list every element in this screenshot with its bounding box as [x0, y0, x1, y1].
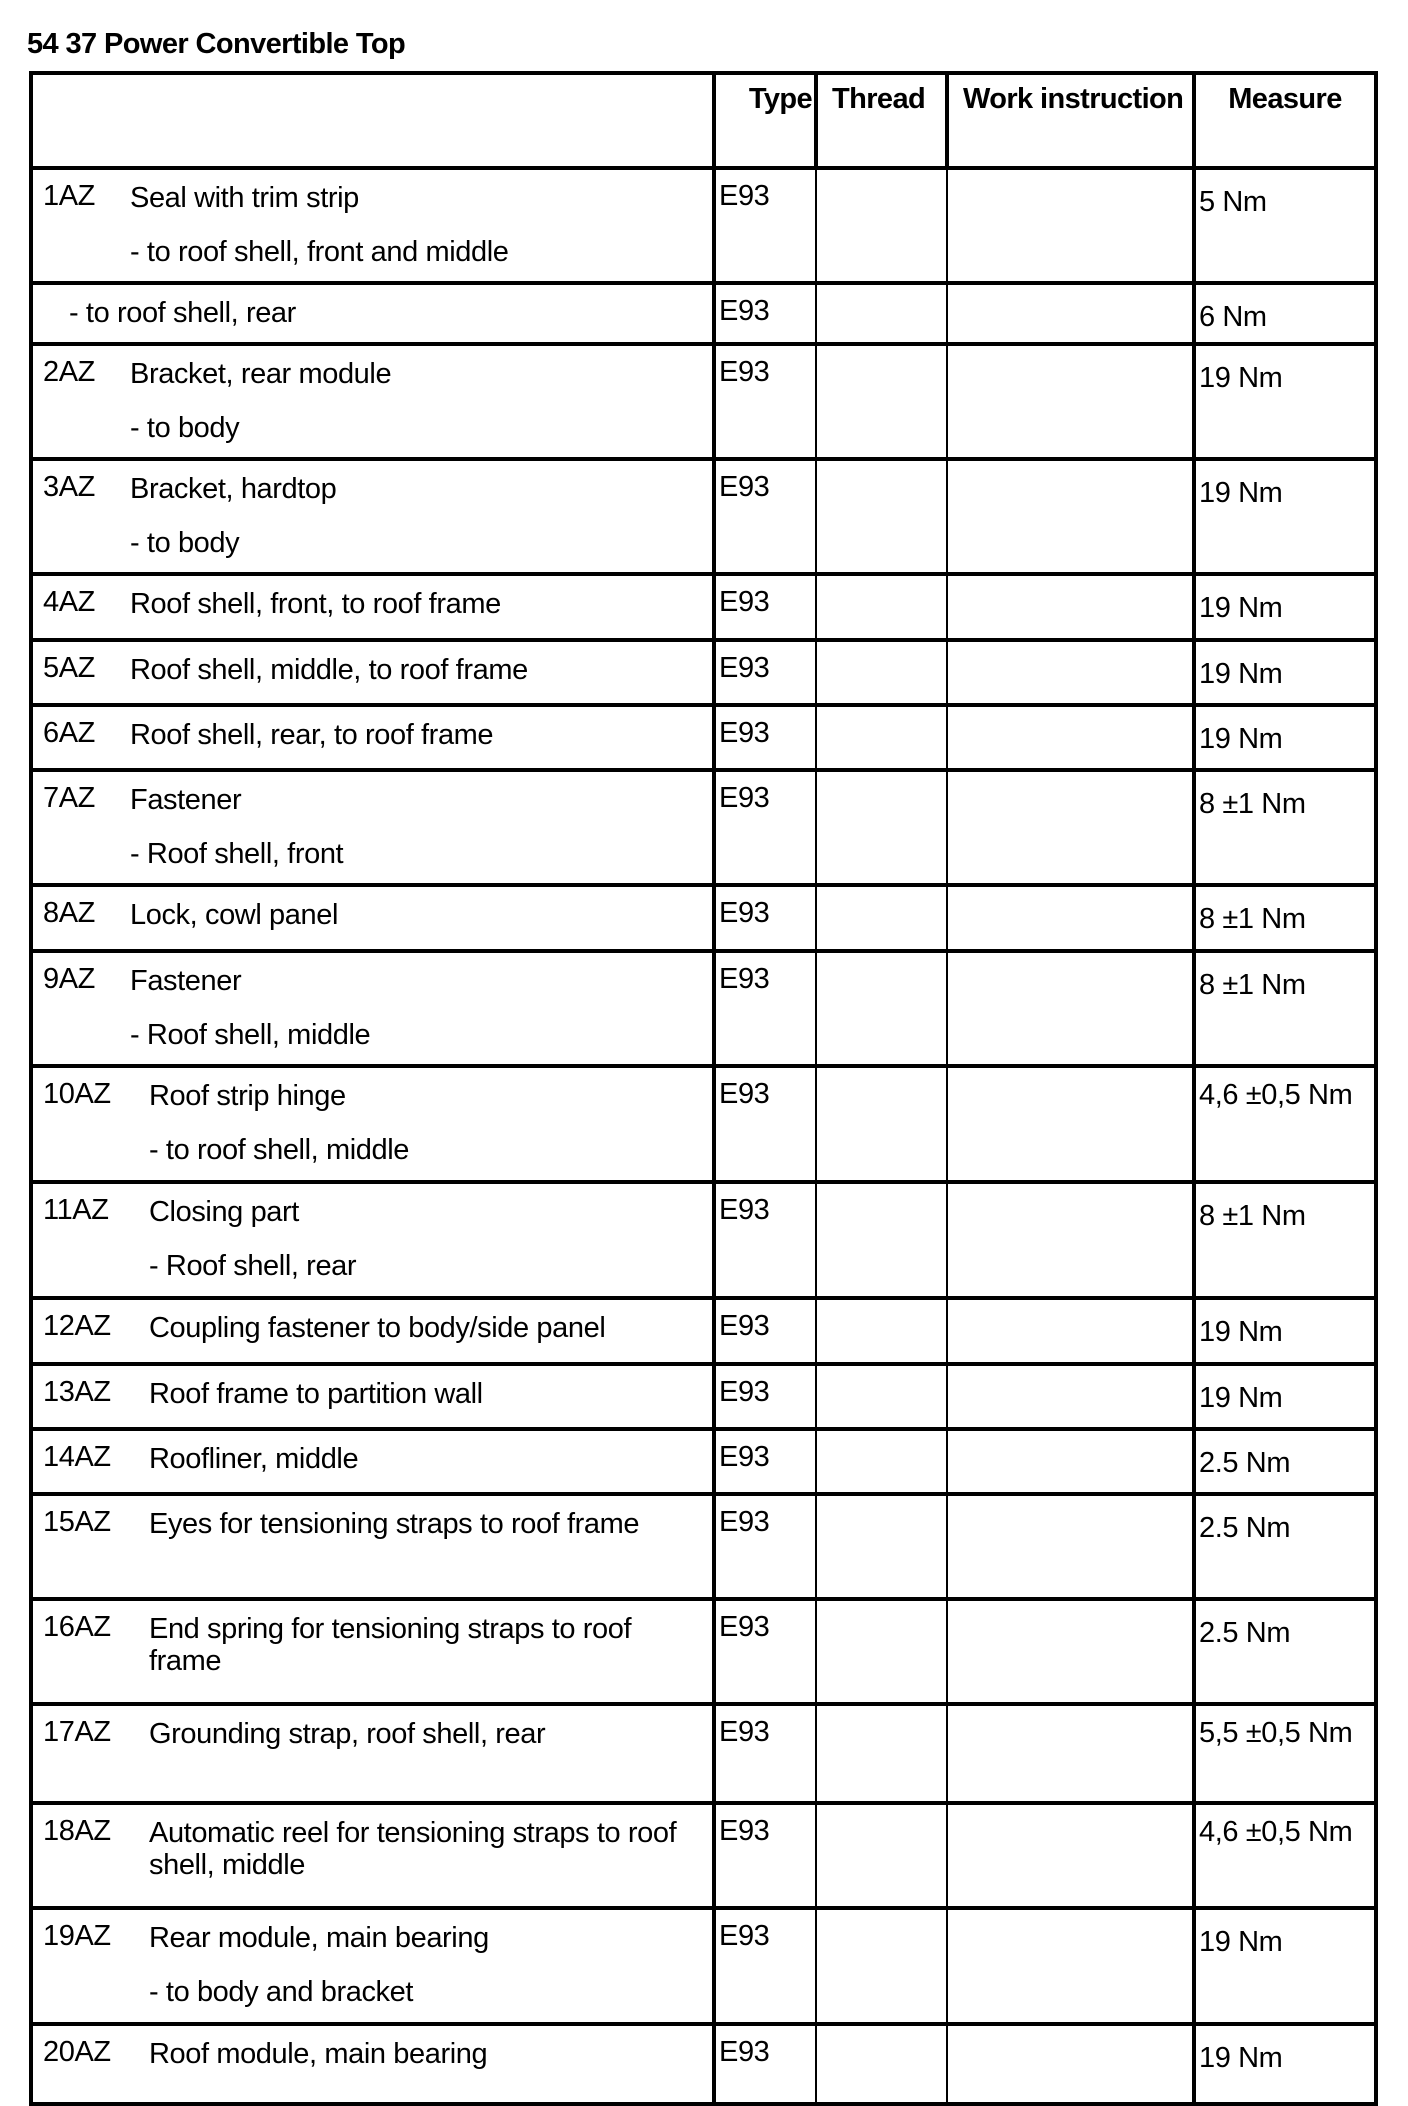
table-row: [31, 1298, 1376, 1364]
type-cell: E93: [714, 344, 816, 459]
table-row: [31, 1599, 1376, 1704]
measure-cell: 19 Nm: [1194, 1364, 1376, 1429]
type-cell: E93: [714, 283, 816, 344]
work-instruction-cell: [947, 951, 1194, 1066]
item-id: 14AZ: [43, 1441, 111, 1473]
description-cell: [31, 1908, 714, 2024]
table-row: [31, 1704, 1376, 1803]
description-cell: [31, 344, 714, 459]
description-main: Roof module, main bearing: [149, 2038, 488, 2070]
description-sub: - to body and bracket: [149, 1976, 414, 2008]
work-instruction-cell: [947, 283, 1194, 344]
item-id: 6AZ: [43, 717, 95, 749]
description-main: Roof strip hinge: [149, 1080, 346, 1112]
type-cell: E93: [714, 1908, 816, 2024]
thread-cell: [816, 1494, 947, 1599]
type-cell: E93: [714, 705, 816, 770]
type-cell: E93: [714, 1182, 816, 1298]
header-type: Type: [714, 73, 816, 168]
work-instruction-cell: [947, 705, 1194, 770]
work-instruction-cell: [947, 770, 1194, 885]
work-instruction-cell: [947, 1494, 1194, 1599]
description-main: Fastener: [130, 965, 242, 997]
thread-cell: [816, 951, 947, 1066]
description-cell: [31, 1494, 714, 1599]
type-cell: E93: [714, 1429, 816, 1494]
thread-cell: [816, 1364, 947, 1429]
description-main: Lock, cowl panel: [130, 899, 338, 931]
item-id: 2AZ: [43, 356, 95, 388]
type-cell: E93: [714, 168, 816, 283]
item-id: 9AZ: [43, 963, 95, 995]
item-description: [33, 772, 712, 870]
thread-cell: [816, 1803, 947, 1908]
item-description: [33, 576, 712, 620]
measure-cell: 8 ±1 Nm: [1194, 885, 1376, 951]
type-cell: E93: [714, 574, 816, 640]
measure-cell: 2.5 Nm: [1194, 1494, 1376, 1599]
thread-cell: [816, 459, 947, 574]
measure-cell: 19 Nm: [1194, 705, 1376, 770]
table-row: [31, 1494, 1376, 1599]
type-cell: E93: [714, 1364, 816, 1429]
item-description: [33, 1910, 712, 2008]
description-sub: - to body: [130, 412, 240, 444]
item-description: [33, 170, 712, 268]
type-cell: E93: [714, 1066, 816, 1182]
thread-cell: [816, 1429, 947, 1494]
work-instruction-cell: [947, 1599, 1194, 1704]
table-row: [31, 770, 1376, 885]
description-main: Bracket, rear module: [130, 358, 392, 390]
description-main: Roofliner, middle: [149, 1443, 359, 1475]
table-row: [31, 1066, 1376, 1182]
header-work-instruction: Work instruction: [947, 73, 1194, 168]
work-instruction-cell: [947, 1298, 1194, 1364]
item-description: [33, 707, 712, 751]
thread-cell: [816, 770, 947, 885]
header-thread: Thread: [816, 73, 947, 168]
description-cell: [31, 459, 714, 574]
thread-cell: [816, 1066, 947, 1182]
description-main: Roof shell, front, to roof frame: [130, 588, 501, 620]
item-description: [33, 346, 712, 444]
table-row: [31, 705, 1376, 770]
item-description: [33, 1601, 712, 1677]
description-sub: - to roof shell, front and middle: [130, 236, 509, 268]
description-cell: [31, 770, 714, 885]
description-continuation: - to roof shell, rear: [69, 297, 296, 329]
table-header-row: [31, 73, 1376, 168]
item-id: 8AZ: [43, 897, 95, 929]
thread-cell: [816, 640, 947, 705]
description-main: Seal with trim strip: [130, 182, 359, 214]
item-id: 11AZ: [43, 1194, 109, 1226]
description-main: Roof shell, middle, to roof frame: [130, 654, 528, 686]
work-instruction-cell: [947, 640, 1194, 705]
type-cell: E93: [714, 1494, 816, 1599]
measure-cell: 4,6 ±0,5 Nm: [1194, 1803, 1376, 1908]
thread-cell: [816, 2024, 947, 2104]
description-cell: [31, 885, 714, 951]
item-description: [33, 1706, 712, 1750]
item-description: [33, 1300, 712, 1344]
work-instruction-cell: [947, 1803, 1194, 1908]
description-cell: [31, 574, 714, 640]
thread-cell: [816, 1599, 947, 1704]
measure-cell: 5 Nm: [1194, 168, 1376, 283]
description-cell: [31, 1298, 714, 1364]
work-instruction-cell: [947, 574, 1194, 640]
thread-cell: [816, 705, 947, 770]
torque-spec-table: [29, 71, 1378, 2106]
table-row: [31, 459, 1376, 574]
description-cell: [31, 283, 714, 344]
description-main: Fastener: [130, 784, 242, 816]
description-main: Rear module, main bearing: [149, 1922, 489, 1954]
measure-cell: 2.5 Nm: [1194, 1599, 1376, 1704]
item-description: [33, 1068, 712, 1166]
description-main: Coupling fastener to body/side panel: [149, 1312, 606, 1344]
table-row: [31, 1803, 1376, 1908]
table-row: [31, 1182, 1376, 1298]
item-description: [33, 1496, 712, 1540]
description-cell: [31, 1364, 714, 1429]
type-cell: E93: [714, 885, 816, 951]
measure-cell: 19 Nm: [1194, 1298, 1376, 1364]
type-cell: E93: [714, 459, 816, 574]
measure-cell: 4,6 ±0,5 Nm: [1194, 1066, 1376, 1182]
table-row: [31, 283, 1376, 344]
description-main: Eyes for tensioning straps to roof frame: [149, 1508, 640, 1540]
measure-cell: 8 ±1 Nm: [1194, 1182, 1376, 1298]
thread-cell: [816, 344, 947, 459]
description-sub: - Roof shell, front: [130, 838, 344, 870]
item-description: [33, 1366, 712, 1410]
item-id: 12AZ: [43, 1310, 111, 1342]
thread-cell: [816, 574, 947, 640]
description-sub: - Roof shell, middle: [130, 1019, 371, 1051]
measure-cell: 8 ±1 Nm: [1194, 951, 1376, 1066]
thread-cell: [816, 168, 947, 283]
type-cell: E93: [714, 770, 816, 885]
work-instruction-cell: [947, 168, 1194, 283]
item-id: 15AZ: [43, 1506, 111, 1538]
item-id: 20AZ: [43, 2036, 111, 2068]
measure-cell: 19 Nm: [1194, 640, 1376, 705]
item-id: 16AZ: [43, 1611, 111, 1643]
work-instruction-cell: [947, 1182, 1194, 1298]
header-description: [31, 73, 714, 168]
measure-cell: 6 Nm: [1194, 283, 1376, 344]
description-cell: [31, 1182, 714, 1298]
work-instruction-cell: [947, 1429, 1194, 1494]
table-row: [31, 640, 1376, 705]
description-cell: [31, 1704, 714, 1803]
item-description: [33, 887, 712, 931]
table-row: [31, 1364, 1376, 1429]
item-description: [33, 1184, 712, 1282]
item-id: 19AZ: [43, 1920, 111, 1952]
work-instruction-cell: [947, 885, 1194, 951]
measure-cell: 19 Nm: [1194, 1908, 1376, 2024]
description-cell: [31, 640, 714, 705]
description-sub: - to roof shell, middle: [149, 1134, 409, 1166]
item-id: 13AZ: [43, 1376, 111, 1408]
thread-cell: [816, 1704, 947, 1803]
type-cell: E93: [714, 1599, 816, 1704]
work-instruction-cell: [947, 344, 1194, 459]
description-main: Automatic reel for tensioning straps to roof shell, middle: [149, 1817, 677, 1881]
work-instruction-cell: [947, 459, 1194, 574]
item-id: 4AZ: [43, 586, 95, 618]
header-measure: Measure: [1194, 73, 1376, 168]
description-cell: [31, 168, 714, 283]
work-instruction-cell: [947, 2024, 1194, 2104]
measure-cell: 2.5 Nm: [1194, 1429, 1376, 1494]
table-row: [31, 344, 1376, 459]
work-instruction-cell: [947, 1066, 1194, 1182]
description-sub: - Roof shell, rear: [149, 1250, 357, 1282]
item-description: [33, 953, 712, 1051]
item-description: [33, 461, 712, 559]
thread-cell: [816, 283, 947, 344]
description-cell: [31, 951, 714, 1066]
type-cell: E93: [714, 1803, 816, 1908]
item-id: 10AZ: [43, 1078, 111, 1110]
item-description: [33, 1431, 712, 1475]
description-sub: - to body: [130, 527, 240, 559]
measure-cell: 5,5 ±0,5 Nm: [1194, 1704, 1376, 1803]
table-row: [31, 574, 1376, 640]
item-id: 17AZ: [43, 1716, 111, 1748]
description-cell: [31, 1429, 714, 1494]
table-row: [31, 885, 1376, 951]
description-cell: [31, 1599, 714, 1704]
description-cell: [31, 705, 714, 770]
description-main: Roof shell, rear, to roof frame: [130, 719, 494, 751]
description-cell: [31, 2024, 714, 2104]
table-row: [31, 168, 1376, 283]
work-instruction-cell: [947, 1364, 1194, 1429]
type-cell: E93: [714, 640, 816, 705]
work-instruction-cell: [947, 1908, 1194, 2024]
thread-cell: [816, 885, 947, 951]
description-cell: [31, 1066, 714, 1182]
measure-cell: 8 ±1 Nm: [1194, 770, 1376, 885]
measure-cell: 19 Nm: [1194, 459, 1376, 574]
measure-cell: 19 Nm: [1194, 574, 1376, 640]
description-cell: [31, 1803, 714, 1908]
table-row: [31, 951, 1376, 1066]
measure-cell: 19 Nm: [1194, 2024, 1376, 2104]
description-main: End spring for tensioning straps to roof frame: [149, 1613, 632, 1677]
item-id: 18AZ: [43, 1815, 111, 1847]
item-id: 1AZ: [43, 180, 95, 212]
thread-cell: [816, 1298, 947, 1364]
table-row: [31, 2024, 1376, 2104]
type-cell: E93: [714, 1298, 816, 1364]
description-main: Grounding strap, roof shell, rear: [149, 1718, 546, 1750]
item-id: 5AZ: [43, 652, 95, 684]
type-cell: E93: [714, 2024, 816, 2104]
thread-cell: [816, 1182, 947, 1298]
table-row: [31, 1429, 1376, 1494]
type-cell: E93: [714, 951, 816, 1066]
item-id: 7AZ: [43, 782, 95, 814]
table-row: [31, 1908, 1376, 2024]
item-description: [33, 1805, 712, 1881]
work-instruction-cell: [947, 1704, 1194, 1803]
page-title: 54 37 Power Convertible Top: [27, 28, 406, 60]
type-cell: E93: [714, 1704, 816, 1803]
item-id: 3AZ: [43, 471, 95, 503]
description-main: Bracket, hardtop: [130, 473, 337, 505]
thread-cell: [816, 1908, 947, 2024]
description-main: Roof frame to partition wall: [149, 1378, 483, 1410]
item-description: [33, 642, 712, 686]
description-main: Closing part: [149, 1196, 299, 1228]
measure-cell: 19 Nm: [1194, 344, 1376, 459]
item-description: [33, 2026, 712, 2070]
